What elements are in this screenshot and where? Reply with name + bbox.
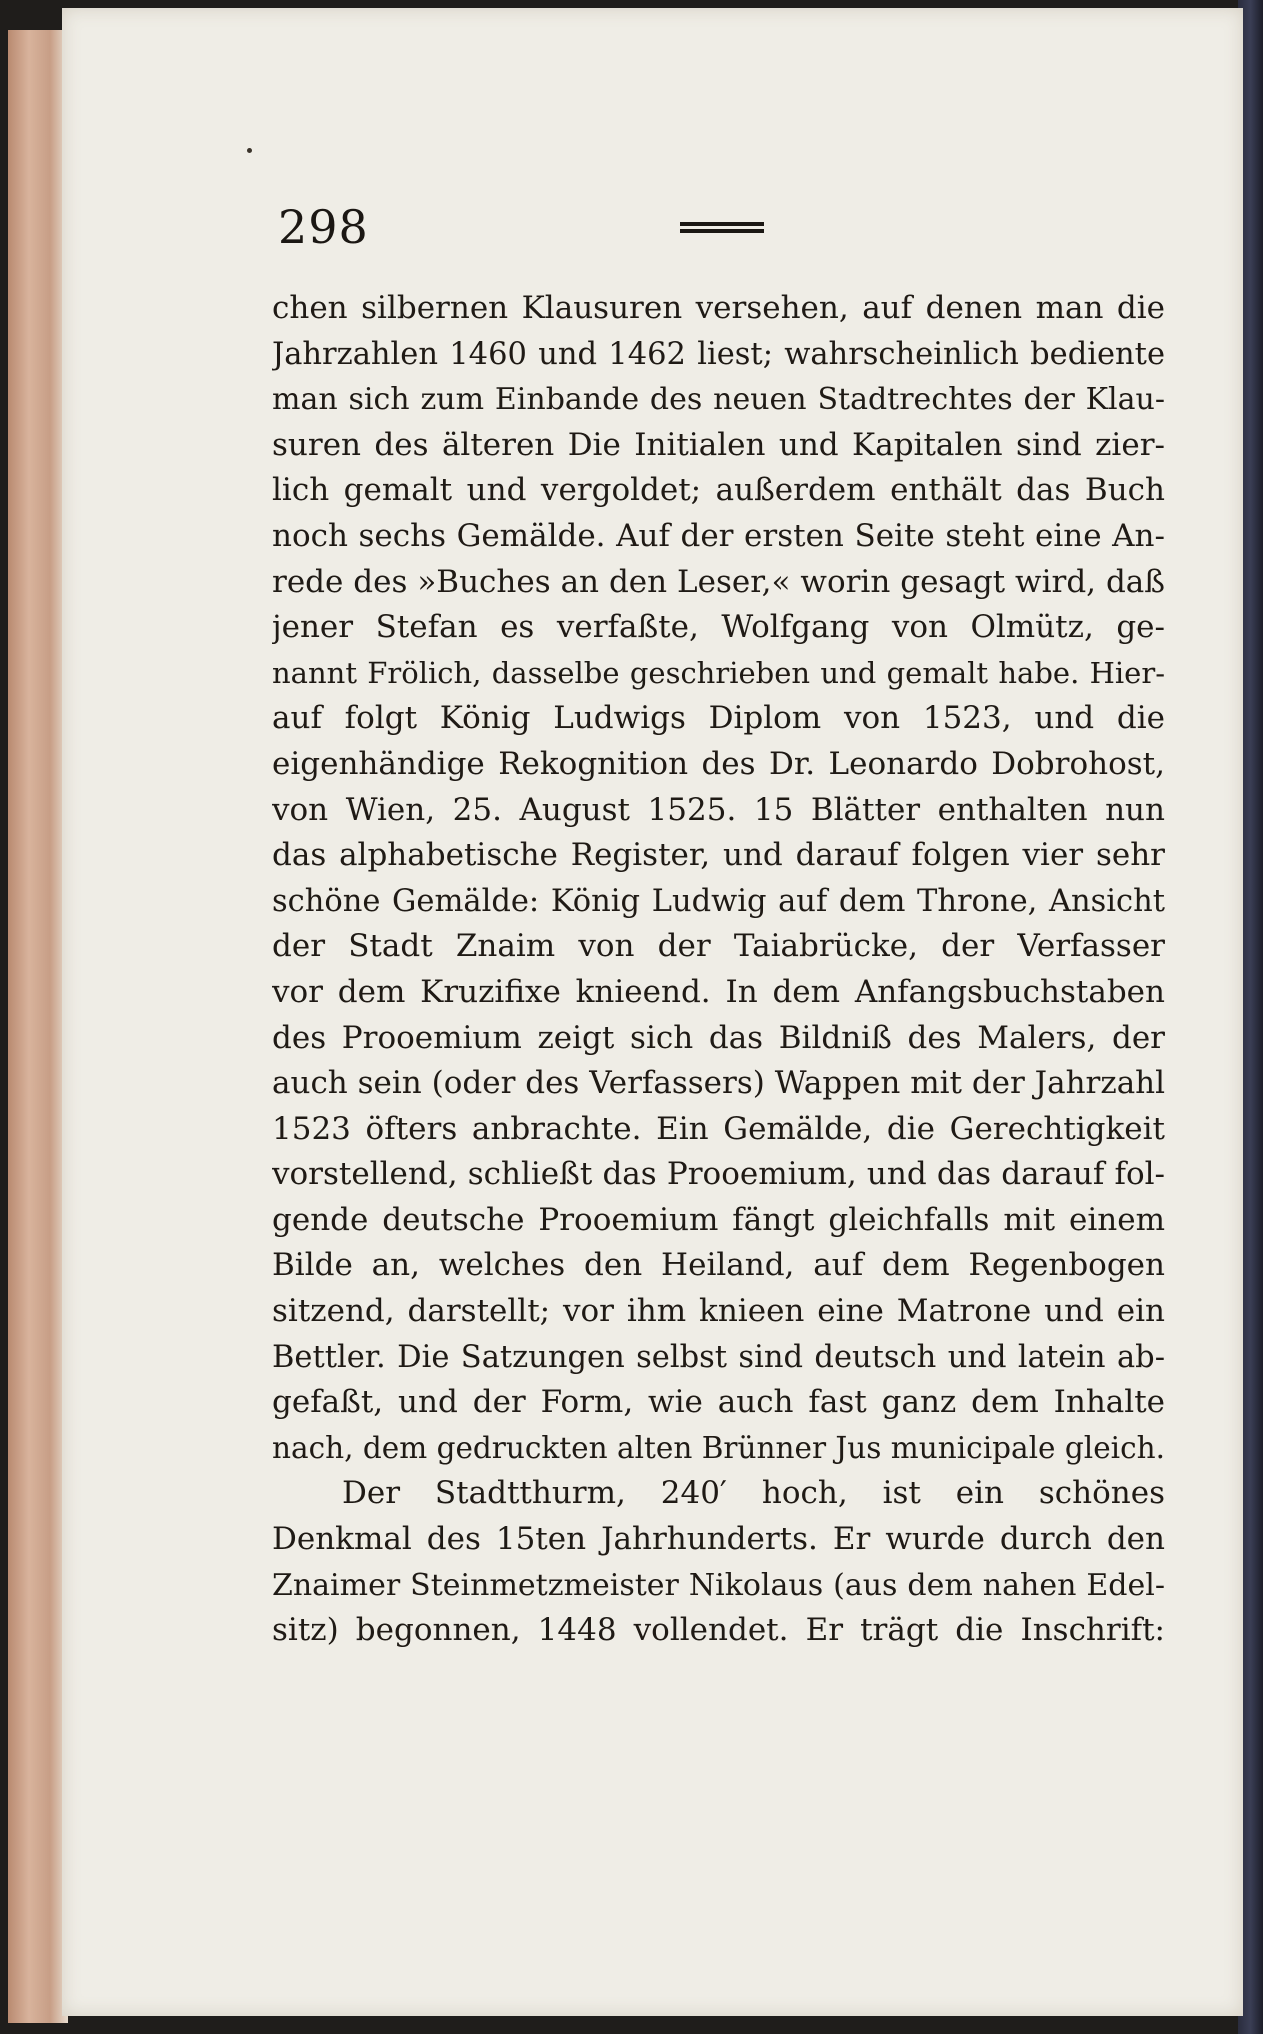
body-text xyxy=(272,286,1165,1654)
text-line: schöne Gemälde: König Ludwig auf dem Throne, Ansicht xyxy=(272,883,1165,919)
text-line: der Stadt Znaim von der Taiabrücke, der Verfasser xyxy=(272,928,1165,965)
text-line: noch sechs Gemälde. Auf der ersten Seite steht eine An- xyxy=(272,517,1165,554)
text-line: lich gemalt und vergoldet; außerdem enthält das Buch xyxy=(272,472,1165,509)
text-line: rede des »Buches an den Leser,« worin gesagt wird, daß xyxy=(272,563,1165,600)
text-line: Denkmal des 15ten Jahrhunderts. Er wurde durch den xyxy=(272,1521,1165,1558)
paper-speck xyxy=(247,148,252,153)
text-line: sitzend, darstellt; vor ihm knieen eine Matrone und ein xyxy=(272,1293,1165,1330)
text-line: sitz) begonnen, 1448 vollendet. Er trägt die Inschrift: xyxy=(272,1612,1165,1649)
text-line: auch sein (oder des Verfassers) Wappen mit der Jahrzahl xyxy=(272,1065,1165,1102)
text-line: Znaimer Steinmetzmeister Nikolaus (aus dem nahen Edel- xyxy=(272,1567,1165,1603)
text-line: des Prooemium zeigt sich das Bildniß des Malers, der xyxy=(272,1019,1165,1056)
text-line: Bilde an, welches den Heiland, auf dem Regenbogen xyxy=(272,1247,1165,1284)
text-line: jener Stefan es verfaßte, Wolfgang von Olmütz, ge- xyxy=(272,609,1165,646)
text-line: auf folgt König Ludwigs Diplom von 1523, und die xyxy=(272,700,1165,737)
text-line: man sich zum Einbande des neuen Stadtrechtes der Klau- xyxy=(272,382,1165,418)
text-line: nannt Frölich, dasselbe geschrieben und gemalt habe. Hier- xyxy=(272,655,1165,690)
text-line: nach, dem gedruckten alten Brünner Jus municipale gleich. xyxy=(272,1430,1165,1465)
text-line: suren des älteren Die Initialen und Kapitalen sind zier- xyxy=(272,426,1165,463)
page-header xyxy=(272,200,1172,260)
text-line: von Wien, 25. August 1525. 15 Blätter enthalten nun xyxy=(272,791,1165,828)
text-line: 1523 öfters anbrachte. Ein Gemälde, die Gerechtigkeit xyxy=(272,1110,1165,1147)
page-number: 298 xyxy=(278,200,369,254)
text-line: das alphabetische Register, und darauf folgen vier sehr xyxy=(272,837,1165,874)
page-edge xyxy=(8,30,68,2023)
text-line: Der Stadtthurm, 240′ hoch, ist ein schönes xyxy=(342,1475,1165,1512)
text-line: eigenhändige Rekognition des Dr. Leonardo Dobrohost, xyxy=(272,745,1165,782)
text-line: chen silbernen Klausuren versehen, auf denen man die xyxy=(272,290,1165,326)
text-line: vor dem Kruzifixe knieend. In dem Anfangsbuchstaben xyxy=(272,973,1165,1010)
text-line: gende deutsche Prooemium fängt gleichfalls mit einem xyxy=(272,1201,1165,1238)
text-line: gefaßt, und der Form, wie auch fast ganz dem Inhalte xyxy=(272,1384,1165,1421)
text-line: Jahrzahlen 1460 und 1462 liest; wahrscheinlich bediente xyxy=(272,336,1165,372)
header-rule xyxy=(680,222,764,236)
text-line: Bettler. Die Satzungen selbst sind deutsch und latein ab- xyxy=(272,1339,1165,1375)
text-line: vorstellend, schließt das Prooemium, und das darauf fol- xyxy=(272,1156,1165,1193)
